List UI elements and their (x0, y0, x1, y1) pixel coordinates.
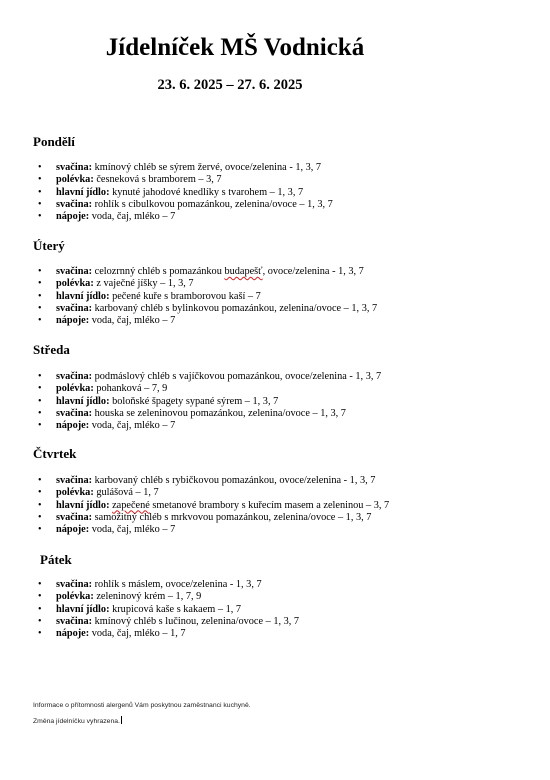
spellcheck-underlined-word: zapečené (112, 499, 150, 511)
spellcheck-underlined-word: budapešť (224, 266, 263, 277)
list-item: • svačina: samožitný chléb s mrkvovou pomazánkou, zelenina/ovoce – 1, 3, 7 (0, 512, 389, 524)
list-item: • nápoje: voda, čaj, mléko – 7 (0, 524, 389, 536)
day-heading-wednesday: Středa (33, 342, 70, 357)
meal-list-monday (0, 162, 333, 223)
menu-change-note[interactable]: Změna jídelníčku vyhrazena. (33, 718, 120, 725)
allergen-note: Informace o přítomnosti alergenů Vám poskytnou zaměstnanci kuchyně. (33, 702, 251, 709)
meal-list-wednesday (0, 371, 381, 432)
list-item: • hlavní jídlo: kynuté jahodové knedlíky s tvarohem – 1, 3, 7 (0, 187, 333, 199)
day-heading-monday: Pondělí (33, 134, 75, 149)
list-item: • polévka: pohanková – 7, 9 (0, 383, 381, 395)
meal-list-friday (0, 579, 299, 640)
meal-list-thursday (0, 475, 389, 536)
list-item: • polévka: gulášová – 1, 7 (0, 487, 389, 499)
list-item: • hlavní jídlo: zapečené smetanové brambory s kuřecím masem a zeleninou – 3, 7 (0, 500, 389, 512)
list-item: • svačina: podmáslový chléb s vajíčkovou pomazánkou, ovoce/zelenina - 1, 3, 7 (0, 371, 381, 383)
list-item: • polévka: zeleninový krém – 1, 7, 9 (0, 591, 299, 603)
list-item: • svačina: kmínový chléb s lučinou, zelenina/ovoce – 1, 3, 7 (0, 616, 299, 628)
day-heading-tuesday: Úterý (33, 238, 65, 253)
list-item: • hlavní jídlo: pečené kuře s bramborovou kaší – 7 (0, 291, 377, 303)
list-item: • polévka: česneková s bramborem – 3, 7 (0, 174, 333, 186)
document-title: Jídelníček MŠ Vodnická (105, 34, 365, 61)
list-item: • svačina: kmínový chléb se sýrem žervé, ovoce/zelenina - 1, 3, 7 (0, 162, 333, 174)
list-item: • nápoje: voda, čaj, mléko – 1, 7 (0, 628, 299, 640)
day-heading-thursday: Čtvrtek (33, 446, 77, 461)
list-item: • polévka: z vaječné jíšky – 1, 3, 7 (0, 278, 377, 290)
text-cursor (121, 716, 122, 724)
day-heading-friday: Pátek (40, 552, 72, 567)
list-item: • nápoje: voda, čaj, mléko – 7 (0, 420, 381, 432)
list-item: • svačina: karbovaný chléb s bylinkovou pomazánkou, zelenina/ovoce – 1, 3, 7 (0, 303, 377, 315)
list-item: • svačina: rohlík s máslem, ovoce/zelenina - 1, 3, 7 (0, 579, 299, 591)
list-item: • hlavní jídlo: krupicová kaše s kakaem – 1, 7 (0, 604, 299, 616)
menu-date-range: 23. 6. 2025 – 27. 6. 2025 (157, 77, 303, 93)
list-item: • svačina: houska se zeleninovou pomazánkou, zelenina/ovoce – 1, 3, 7 (0, 408, 381, 420)
list-item: • nápoje: voda, čaj, mléko – 7 (0, 315, 377, 327)
list-item: • nápoje: voda, čaj, mléko – 7 (0, 211, 333, 223)
meal-list-tuesday (0, 266, 377, 327)
list-item: • svačina: celozrnný chléb s pomazánkou budapešť, ovoce/zelenina - 1, 3, 7 (0, 266, 377, 278)
list-item: • svačina: rohlík s cibulkovou pomazánkou, zelenina/ovoce – 1, 3, 7 (0, 199, 333, 211)
list-item: • hlavní jídlo: boloňské špagety sypané sýrem – 1, 3, 7 (0, 396, 381, 408)
list-item: • svačina: karbovaný chléb s rybičkovou pomazánkou, ovoce/zelenina - 1, 3, 7 (0, 475, 389, 487)
